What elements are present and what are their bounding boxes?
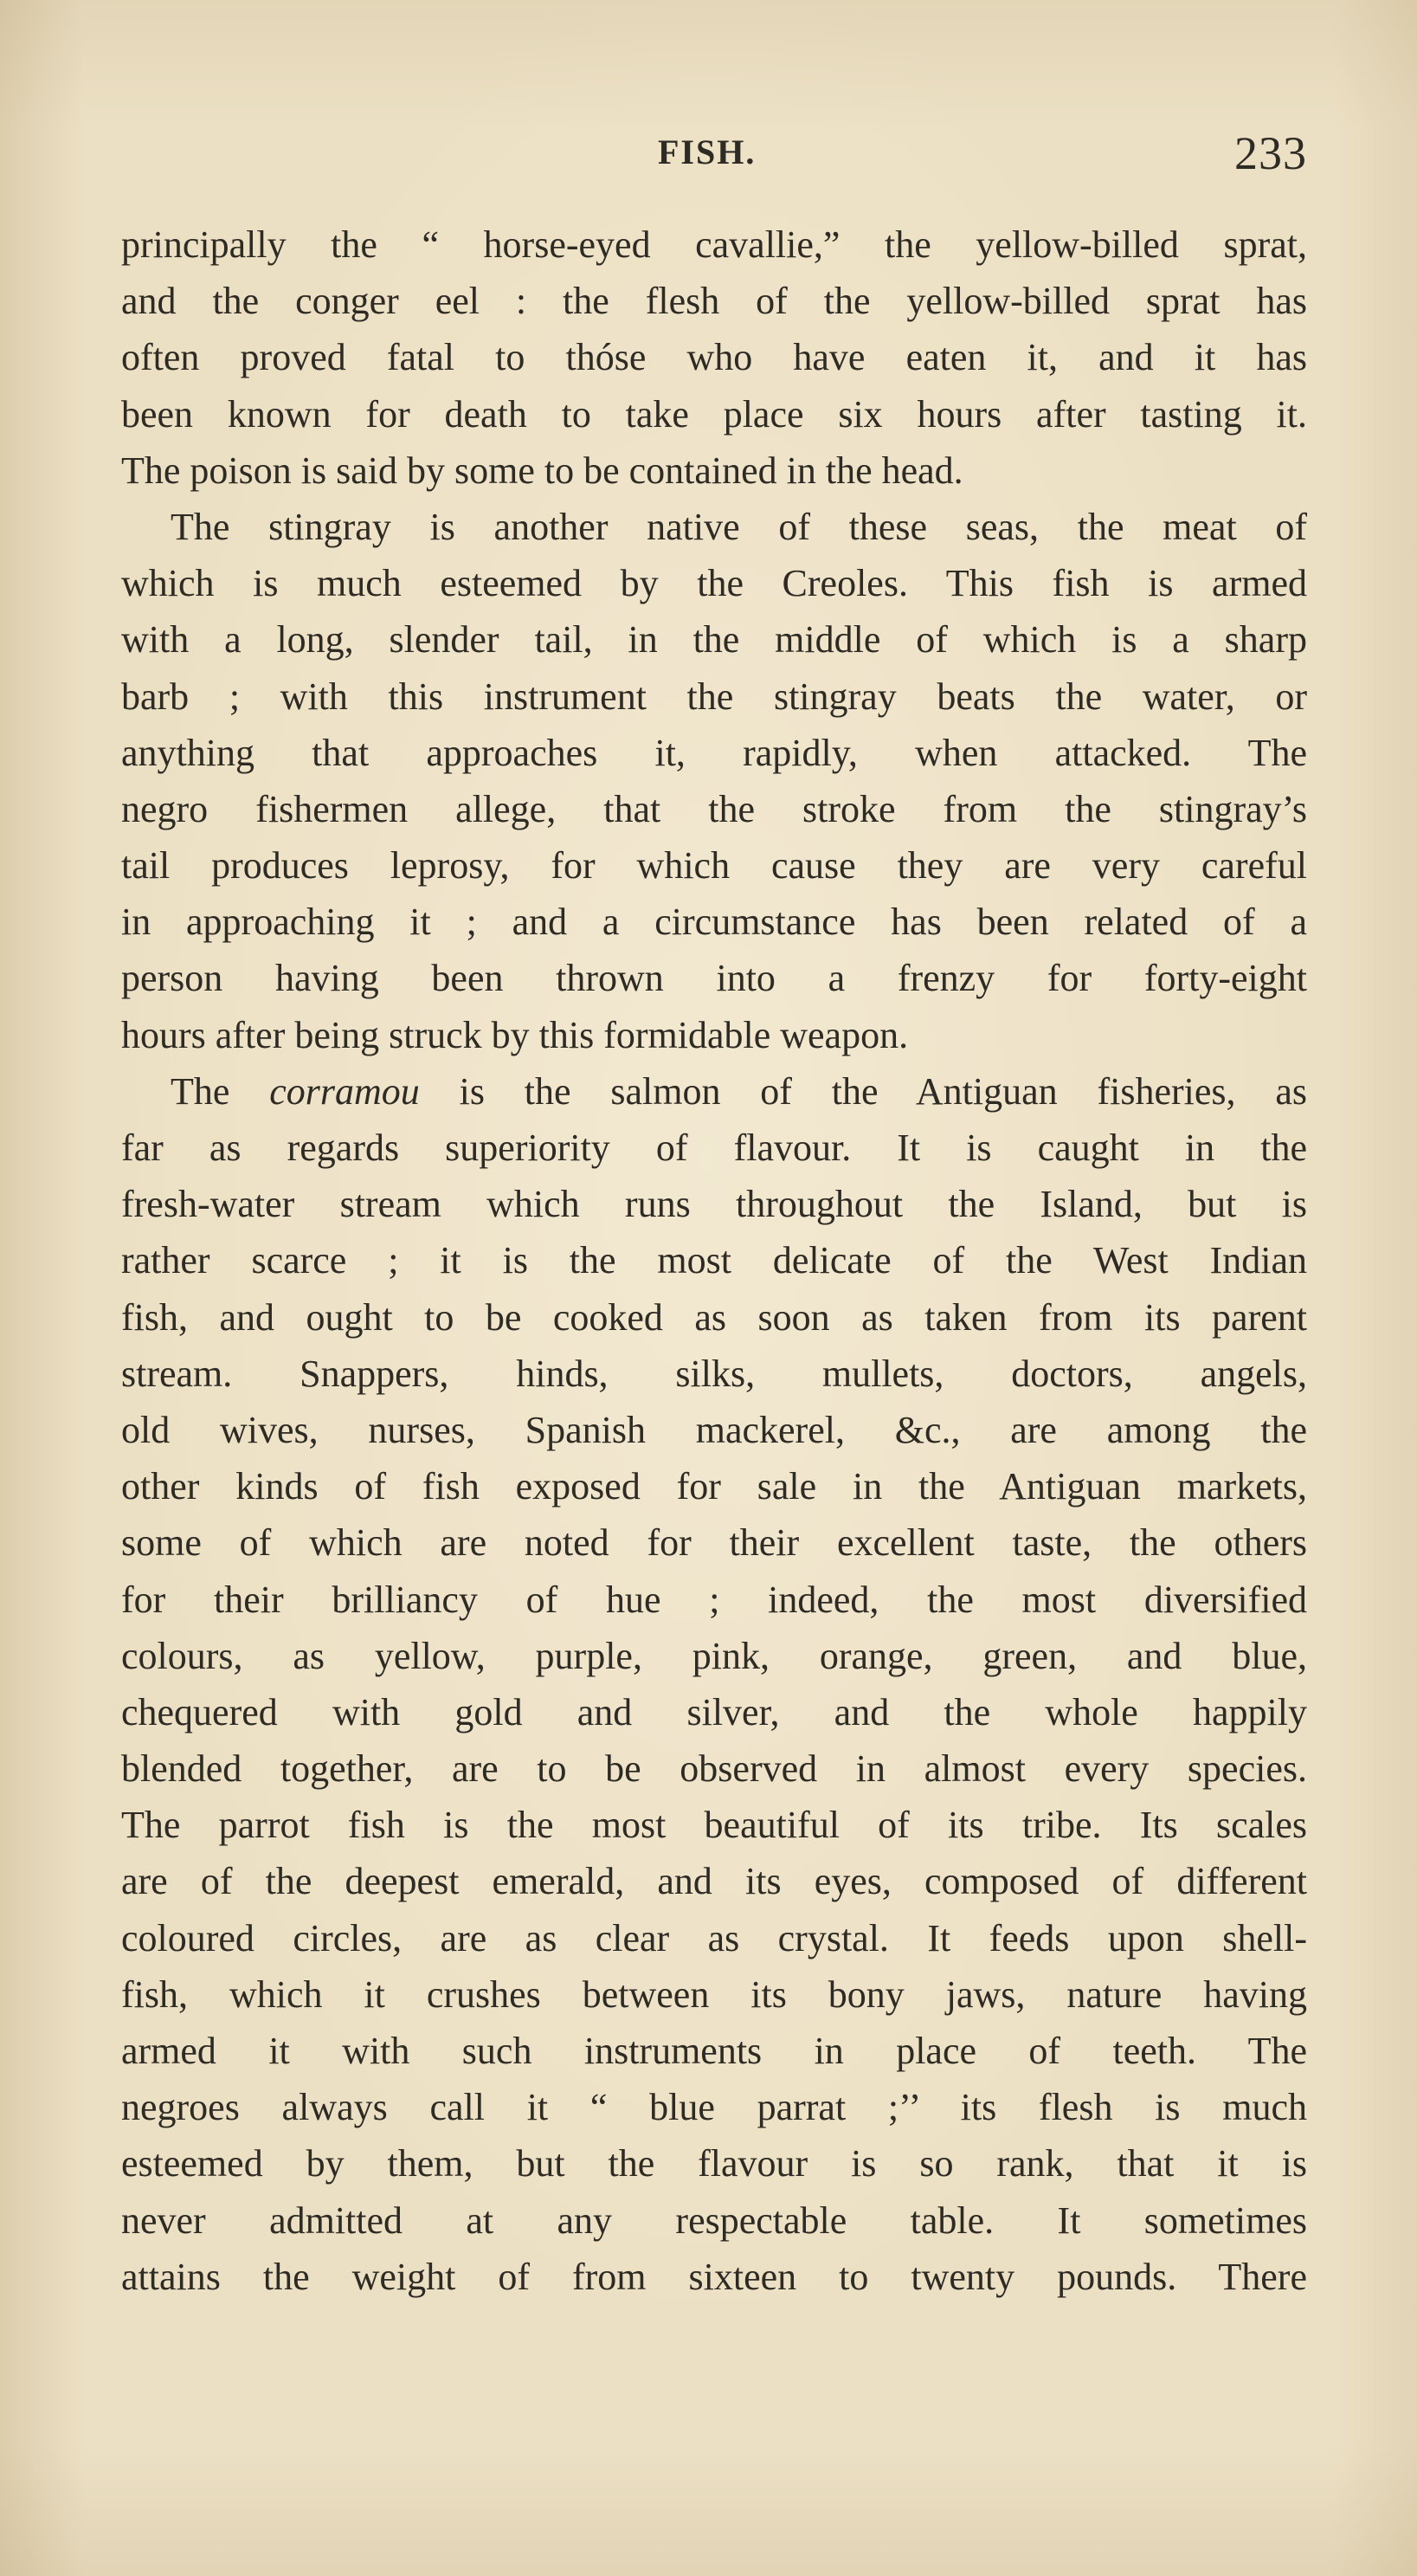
text-line: attains the weight of from sixteen to twenty pounds. There (121, 2255, 1307, 2298)
text-line: colours, as yellow, purple, pink, orange, green, and blue, (121, 1634, 1307, 1677)
page-header (121, 126, 1307, 182)
body-text (121, 216, 1307, 2305)
text-line: armed it with such instruments in place of teeth. The (121, 2030, 1307, 2072)
text-line: hours after being struck by this formidable weapon. (121, 1013, 909, 1056)
text-line: other kinds of fish exposed for sale in the Antiguan markets, (121, 1465, 1307, 1508)
text-line: chequered with gold and silver, and the whole happily (121, 1690, 1307, 1733)
text-line: negro fishermen allege, that the stroke from the stingray’s (121, 787, 1307, 830)
text-line: old wives, nurses, Spanish mackerel, &c., are among the (121, 1408, 1307, 1451)
text-line: and the conger eel : the flesh of the yellow-billed sprat has (121, 280, 1307, 323)
text-line: fish, which it crushes between its bony jaws, nature having (121, 1972, 1307, 2016)
fish-name-corramou: corramou (269, 1069, 420, 1113)
text-line: coloured circles, are as clear as crystal. It feeds upon shell- (121, 1916, 1307, 1959)
text-line: often proved fatal to thóse who have eaten it, and it has (121, 336, 1307, 379)
text-line: for their brilliancy of hue ; indeed, the most diversified (121, 1578, 1307, 1621)
text-line: stream. Snappers, hinds, silks, mullets, doctors, angels, (121, 1352, 1307, 1395)
running-head: FISH. (658, 132, 757, 171)
text-line: which is much esteemed by the Creoles. This fish is armed (121, 562, 1307, 605)
text-line: fresh-water stream which runs throughout the Island, but is (121, 1183, 1307, 1226)
text-line: person having been thrown into a frenzy for forty-eight (121, 957, 1307, 1000)
text-line: blended together, are to be observed in almost every species. (121, 1747, 1307, 1791)
page-number: 233 (1234, 127, 1307, 179)
text-line: far as regards superiority of flavour. It is caught in the (121, 1127, 1307, 1169)
text-line: in approaching it ; and a circumstance has been related of a (121, 901, 1307, 944)
text-line: rather scarce ; it is the most delicate of the West Indian (121, 1239, 1307, 1282)
text-line: are of the deepest emerald, and its eyes, composed of different (121, 1860, 1307, 1903)
text-line: anything that approaches it, rapidly, when attacked. The (121, 731, 1307, 774)
text-line-end: is the salmon of the Antiguan fisheries, as (419, 1069, 1307, 1113)
text-line: tail produces leprosy, for which cause they are very careful (121, 844, 1307, 888)
text-line: fish, and ought to be cooked as soon as taken from its parent (121, 1295, 1307, 1339)
text-line: The parrot fish is the most beautiful of its tribe. Its scales (121, 1804, 1307, 1847)
text-line-start: The (171, 1069, 270, 1113)
text-line: The stingray is another native of these seas, the meat of (171, 505, 1307, 548)
text-line: negroes always call it “ blue parrat ;’’ its flesh is much (121, 2086, 1307, 2129)
text-line: with a long, slender tail, in the middle of which is a sharp (121, 618, 1307, 662)
text-line (121, 1063, 1307, 1120)
text-line: esteemed by them, but the flavour is so rank, that it is (121, 2142, 1307, 2185)
text-line: The poison is said by some to be contained in the head. (121, 449, 963, 492)
text-line: some of which are noted for their excellent taste, the others (121, 1521, 1307, 1565)
text-line: principally the “ horse-eyed cavallie,” the yellow-billed sprat, (121, 223, 1307, 266)
text-line: been known for death to take place six hours after tasting it. (121, 392, 1307, 436)
text-line: never admitted at any respectable table. It sometimes (121, 2198, 1307, 2242)
text-line: barb ; with this instrument the stingray beats the water, or (121, 675, 1307, 718)
